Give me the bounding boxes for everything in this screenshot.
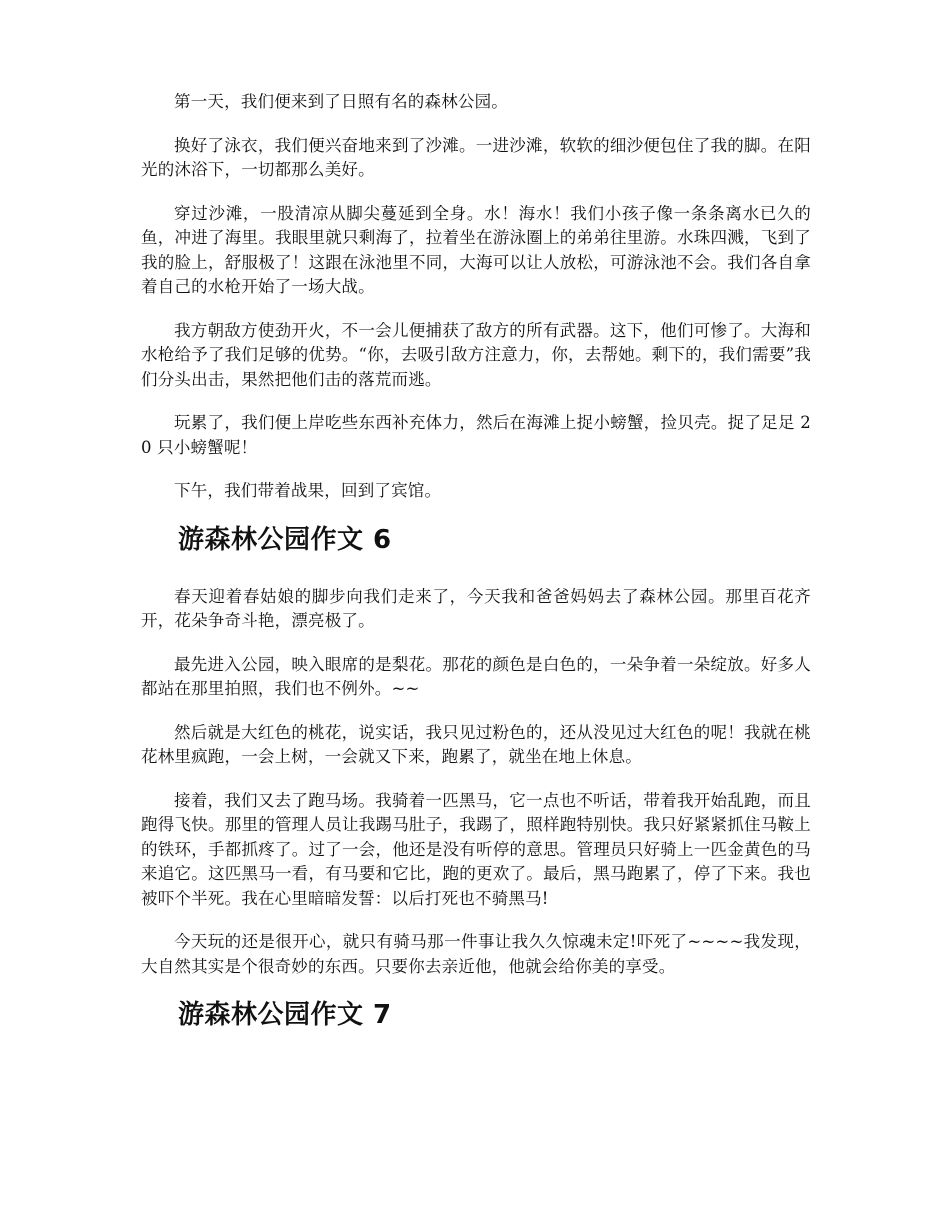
document-page	[141, 90, 811, 1060]
section-heading: 游森林公园作文 6	[178, 524, 392, 555]
paragraph: 下午，我们带着战果，回到了宾馆。	[174, 481, 442, 500]
paragraph: 第一天，我们便来到了日照有名的森林公园。	[174, 92, 508, 111]
section-essay-6	[141, 523, 811, 980]
section-heading: 游森林公园作文 7	[178, 1000, 392, 1030]
paragraph: 我方朝敌方使劲开火，不一会儿便捕获了敌方的所有武器。这下，他们可惨了。大海和水枪给予了我们足够的优势。“你，去吸引敌方注意力，你，去帮她。剩下的，我们需要”我们分头出击，果然把他们击的落荒而逃。	[141, 320, 811, 389]
section-essay-7	[141, 998, 811, 1032]
paragraph: 最先进入公园，映入眼席的是梨花。那花的颜色是白色的，一朵争着一朵绽放。好多人都站在那里拍照，我们也不例外。~~	[141, 654, 811, 698]
paragraph: 换好了泳衣，我们便兴奋地来到了沙滩。一进沙滩，软软的细沙便包住了我的脚。在阳光的沐浴下，一切都那么美好。	[141, 135, 811, 179]
paragraph: 然后就是大红色的桃花，说实话，我只见过粉色的，还从没见过大红色的呢！我就在桃花林里疯跑，一会上树，一会就又下来，跑累了，就坐在地上休息。	[141, 722, 811, 766]
paragraph: 穿过沙滩，一股清凉从脚尖蔓延到全身。水！海水！我们小孩子像一条条离水已久的鱼，冲进了海里。我眼里就只剩海了，拉着坐在游泳圈上的弟弟往里游。水珠四溅，飞到了我的脸上，舒服极了！这跟在泳池里不同，大海可以让人放松，可游泳池不会。我们各自拿着自己的水枪开始了一场大战。	[141, 203, 811, 296]
paragraph: 春天迎着春姑娘的脚步向我们走来了，今天我和爸爸妈妈去了森林公园。那里百花齐开，花朵争奇斗艳，漂亮极了。	[141, 586, 811, 630]
paragraph: 今天玩的还是很开心，就只有骑马那一件事让我久久惊魂未定!吓死了~~~~我发现，大自然其实是个很奇妙的东西。只要你去亲近他，他就会给你美的享受。	[141, 932, 811, 976]
paragraph: 接着，我们又去了跑马场。我骑着一匹黑马，它一点也不听话，带着我开始乱跑，而且跑得飞快。那里的管理人员让我踢马肚子，我踢了，照样跑特别快。我只好紧紧抓住马鞍上的铁环，手都抓疼了。过了一会，他还是没有听停的意思。管理员只好骑上一匹金黄色的马来追它。这匹黑马一看，有马要和它比，跑的更欢了。最后，黑马跑累了，停了下来。我也被吓个半死。我在心里暗暗发誓：以后打死也不骑黑马!	[141, 790, 811, 908]
section-intro	[141, 90, 811, 504]
paragraph: 玩累了，我们便上岸吃些东西补充体力，然后在海滩上捉小螃蟹，捡贝壳。捉了足足 20 只小螃蟹呢！	[141, 413, 811, 457]
